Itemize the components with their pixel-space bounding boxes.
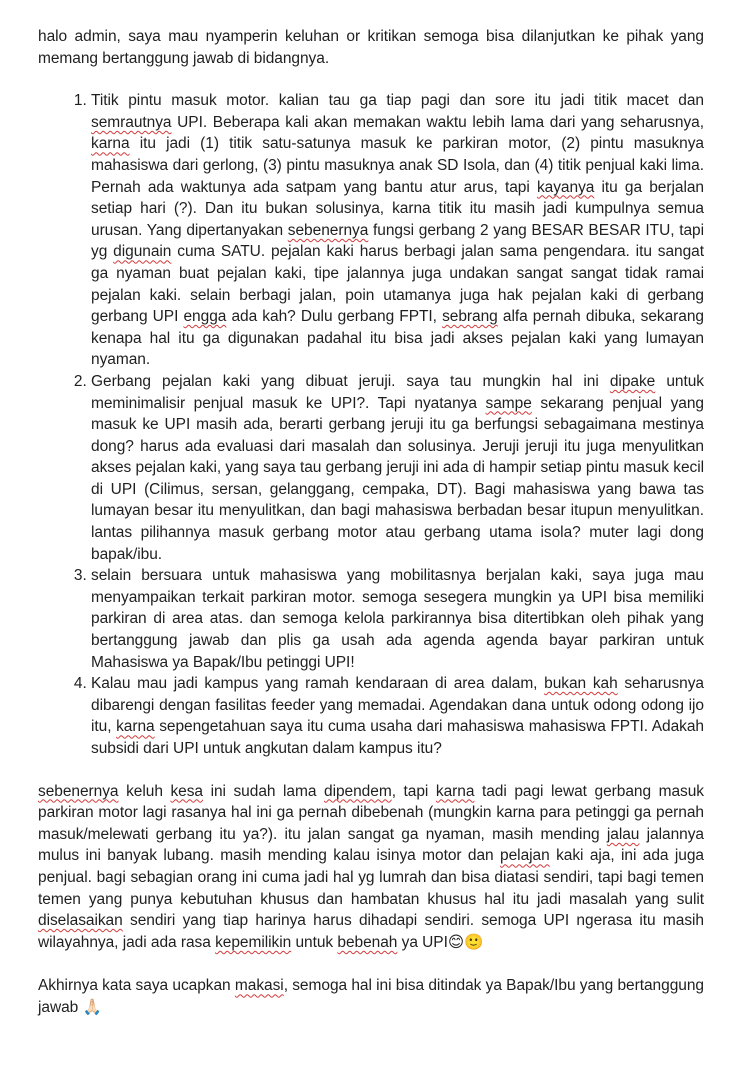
text-run: UPI. Beberapa kali akan memakan waktu lebih lama dari yang seharusnya, [171,113,704,131]
text-run: sekarang penjual yang masuk ke UPI masih ada, berarti gerbang jeruji itu ga berfungsi sebagaimana mestinya dong? harus ada evaluasi dari masalah dan solusinya. Jeruji jeruji itu juga menyulitkan akses pejalan kaki, yang saya tau gerbang jeruji ini ada di hampir setiap pintu masuk kecil di UPI (Cilimus, sersan, gelanggang, cempaka, DT). Bagi mahasiswa yang bawa tas lumayan besar itu menyulitkan, dan bagi mahasiswa berbadan besar itupun menyulitkan. lantas pilihannya masuk gerbang motor atau gerbang utama isola? muter lagi dong bapak/ibu. [91,394,704,563]
list-item [91,565,704,673]
intro-paragraph: halo admin, saya mau nyamperin keluhan or kritikan semoga bisa dilanjutkan ke pihak yang memang bertanggung jawab di bidangnya. [38,28,704,67]
misspelled-word: kayanya [536,178,595,196]
text-run: itu jadi (1) titik satu-satunya masuk ke parkiran motor, (2) pintu masuknya mahasiswa dari gerlong, (3) pintu masuknya anak SD Isola, dan (4) titik penjual kaki lima. Pernah ada waktunya ada satpam yang bantu atur arus, tapi [91,135,704,196]
complaint-list [38,90,704,759]
misspelled-word: makasi [234,977,284,995]
text-run: seharusnya dibarengi dengan fasilitas feeder yang memadai. Agendakan dana untuk odong odong ijo itu, [91,675,704,736]
body-paragraph [38,781,704,954]
text-run: ini sudah lama [203,782,324,800]
text-run: jalannya mulus ini banyak lubang. masih mending kalau isinya motor dan [38,825,704,865]
misspelled-word: pelajan [500,847,550,865]
text-run: ya UPI😊🙂 [397,933,484,951]
misspelled-word: dipake [609,372,656,390]
text-run: fungsi gerbang 2 yang BESAR BESAR ITU, tapi yg [91,221,704,261]
text-run: Gerbang pejalan kaki yang dibuat jeruji. saya tau mungkin hal ini [91,372,610,390]
misspelled-word: jalau [606,825,640,843]
list-item [91,371,704,565]
list-item [91,90,704,371]
misspelled-word: dipendem [324,782,392,800]
text-run: sendiri yang tiap harinya harus dihadapi sendiri. semoga UPI ngerasa itu masih wilayahnya, jadi ada rasa [38,912,704,951]
misspelled-word: karna [91,135,130,153]
text-run: itu ga berjalan setiap hari (?). Dan itu bukan solusinya, karna titik itu masih jadi kumpulnya semua urusan. Yang dipertanyakan [91,178,704,239]
text-run: Kalau mau jadi kampus yang ramah kendaraan di area dalam, [91,675,545,693]
misspelled-word: diselasaikan [38,912,123,930]
misspelled-word: karna [116,718,155,736]
text-run: untuk meminimalisir penjual masuk ke UPI?. Tapi nyatanya [91,372,704,412]
text-run: ada kah? Dulu gerbang FPTI, [226,308,443,326]
text-run: , tapi [391,782,436,800]
text-run: cuma SATU. pejalan kaki harus berbagi jalan sama pengendara. itu sangat ga nyaman buat pejalan kaki, tipe jalannya juga undakan sangat sangat tidak ramai pejalan kaki. selain berbagi jalan, poin utamanya juga hak pejalan kaki di gerbang gerbang UPI [91,243,705,326]
text-run: kaki aja, ini ada juga penjual. bagi sebagian orang ini cuma jadi hal yg lumrah dan bisa diatasi sendiri, tapi bagi temen temen yang punya kebutuhan khusus dan hambatan khusus hal itu jadi masalah yang sulit [38,847,704,908]
list-item [91,673,704,759]
text-run: tadi pagi lewat gerbang masuk parkiran motor lagi rasanya hal ini ga pernah dibebenah (mungkin karna para petinggi ga pernah masuk/melewati gerbang itu ya?). itu jalan sangat ga nyaman, masih mending [38,782,704,843]
misspelled-word: sebenernya [287,221,369,239]
text-run: alfa pernah dibuka, sekarang kenapa hal itu ga digunakan padahal itu bisa jadi akses pejalan kaki yang lumayan nyaman. [91,308,704,369]
misspelled-word: sampe [485,394,532,412]
misspelled-word: karna [435,782,475,800]
misspelled-word: kepemilikin [215,933,292,951]
text-run: Akhirnya kata saya ucapkan [38,977,235,995]
misspelled-word: sebrang [442,308,498,326]
text-run: keluh [118,782,171,800]
text-run: , semoga hal ini bisa ditindak ya Bapak/Ibu yang bertanggung jawab 🙏🏻 [38,977,704,1016]
misspelled-word: bebenah [337,933,398,951]
misspelled-word: digunain [113,243,172,261]
misspelled-word: engga [183,308,227,326]
misspelled-word: semrautnya [91,113,172,131]
text-run: untuk [291,933,338,951]
text-run: selain bersuara untuk mahasiswa yang mobilitasnya berjalan kaki, saya juga mau menyampaikan terkait parkiran motor. semoga sesegera mungkin ya UPI bisa memiliki parkiran di area atas. dan semoga kelola parkirannya bisa ditertibkan oleh pihak yang bertanggung jawab dan plis ga usah ada agenda agenda bayar parkiran untuk Mahasiswa ya Bapak/Ibu petinggi UPI! [91,567,704,671]
text-run: Titik pintu masuk motor. kalian tau ga tiap pagi dan sore itu jadi titik macet dan [91,92,704,110]
misspelled-word: kesa [170,782,203,800]
text-run: sepengetahuan saya itu cuma usaha dari mahasiswa mahasiswa FPTI. Adakah subsidi dari UPI untuk angkutan dalam kampus itu? [91,718,705,757]
misspelled-word: bukan kah [544,675,618,693]
misspelled-word: sebenernya [38,782,119,800]
closing-paragraph [38,975,704,1018]
